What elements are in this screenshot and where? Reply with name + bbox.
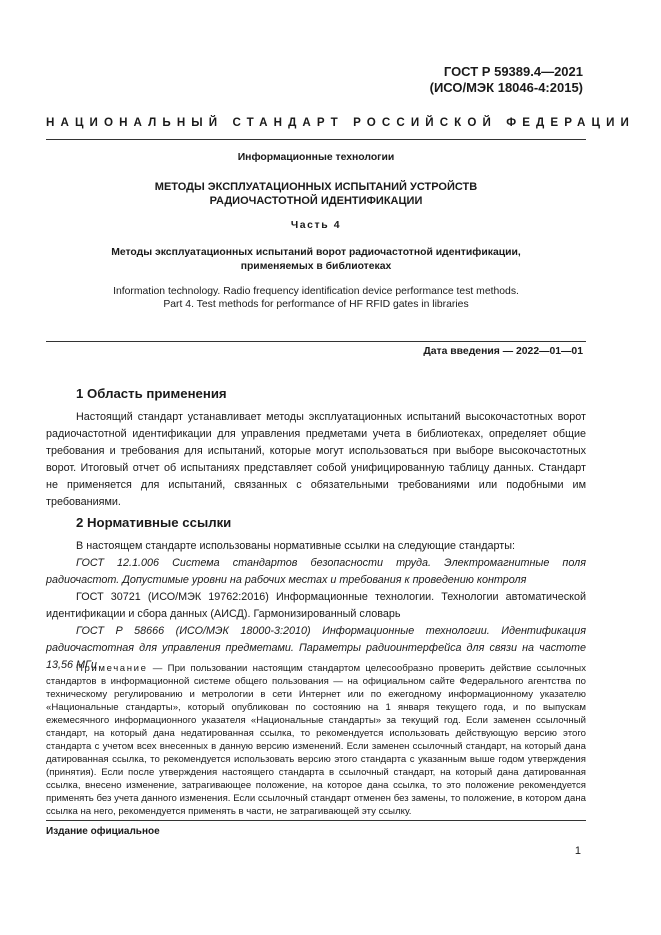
official-edition-label: Издание официальное (46, 826, 160, 837)
section-2-body (46, 538, 586, 674)
note-label: Примечание (76, 663, 148, 674)
part-label: Часть 4 (290, 220, 342, 231)
subject-title: Информационные технологии (237, 152, 395, 163)
footer-divider (46, 820, 586, 821)
section-2-heading: 2 Нормативные ссылки (76, 515, 232, 530)
national-standard-banner: НАЦИОНАЛЬНЫЙ СТАНДАРТ РОССИЙСКОЙ ФЕДЕРАЦИИ (46, 116, 635, 129)
reference-note (46, 662, 586, 818)
references-intro: В настоящем стандарте использованы нормативные ссылки на следующие стандарты: (76, 540, 515, 552)
top-divider (46, 139, 586, 140)
english-title-line-1: Information technology. Radio frequency identification device performance test methods. (113, 286, 519, 297)
section-1-body (46, 409, 586, 511)
section-1-heading: 1 Область применения (76, 386, 227, 401)
reference-item: ГОСТ 30721 (ИСО/МЭК 19762:2016) Информационные технологии. Технологии автоматической идентификации и сбора данных (АИСД). Гармонизированный словарь (46, 591, 586, 620)
page-number: 1 (574, 845, 581, 857)
introduction-date: Дата введения — 2022—01—01 (423, 346, 583, 357)
part-title-line-2: применяемых в библиотеках (240, 261, 392, 272)
iso-reference: (ИСО/МЭК 18046-4:2015) (429, 80, 583, 95)
note-text: — При пользовании настоящим стандартом целесообразно проверить действие ссылочных стандартов в информационной системе общего пользования — на официальном сайте Федерального агентства по техническому регулированию и метрологии в сети Интернет или по ежегодному информационному указателю «Национальные стандарты», который опубликован по состоянию на 1 января текущего года, и по выпускам ежемесячного информационного указателя «Национальные стандарты» за текущий год. Если заменен ссылочный стандарт, на который дана недатированная ссылка, то рекомендуется использовать действующую версию этого стандарта с учетом всех внесенных в данную версию изменений. Если заменен ссылочный стандарт, на который дана датированная ссылка, то рекомендуется использовать версию этого стандарта с указанным выше годом утверждения (принятия). Если после утверждения настоящего стандарта в ссылочный стандарт, на который дана датированная ссылка, внесено изменение, затрагивающее положение, на которое дана ссылка, то это положение рекомендуется применять без учета данного изменения. Если ссылочный стандарт отменен без замены, то положение, в котором дана ссылка на него, рекомендуется применять в части, не затрагивающей эту ссылку. (46, 663, 586, 817)
reference-item: ГОСТ 12.1.006 Система стандартов безопасности труда. Электромагнитные поля радиочастот. Допустимые уровни на рабочих местах и требования к проведению контроля (46, 557, 586, 586)
english-title-line-2: Part 4. Test methods for performance of HF RFID gates in libraries (163, 299, 469, 310)
part-title-line-1: Методы эксплуатационных испытаний ворот радиочастотной идентификации, (111, 247, 521, 258)
main-title-line-2: РАДИОЧАСТОТНОЙ ИДЕНТИФИКАЦИИ (209, 195, 423, 207)
main-title-line-1: МЕТОДЫ ЭКСПЛУАТАЦИОННЫХ ИСПЫТАНИЙ УСТРОЙСТВ (154, 181, 478, 193)
reference-item: ГОСТ Р 58666 (ИСО/МЭК 18000-3:2010) Информационные технологии. Идентификация радиочастотная для управления предметами. Параметры радиоинтерфейса для связи на частоте 13,56 МГц (46, 625, 586, 671)
section-1-paragraph: Настоящий стандарт устанавливает методы эксплуатационных испытаний высокочастотных ворот радиочастотной идентификации для управления предметами учета в библиотеках, определяет общие требования и требования для испытаний, которые могут использоваться при выборе высокочастотных ворот. Итоговый отчет об испытаниях представляет собой унифицированную таблицу данных. Стандарт не применяется для испытаний, связанных с обязательными требованиями или подобными им требованиями. (46, 411, 586, 508)
title-divider (46, 341, 586, 342)
standard-number: ГОСТ Р 59389.4—2021 (443, 64, 583, 79)
